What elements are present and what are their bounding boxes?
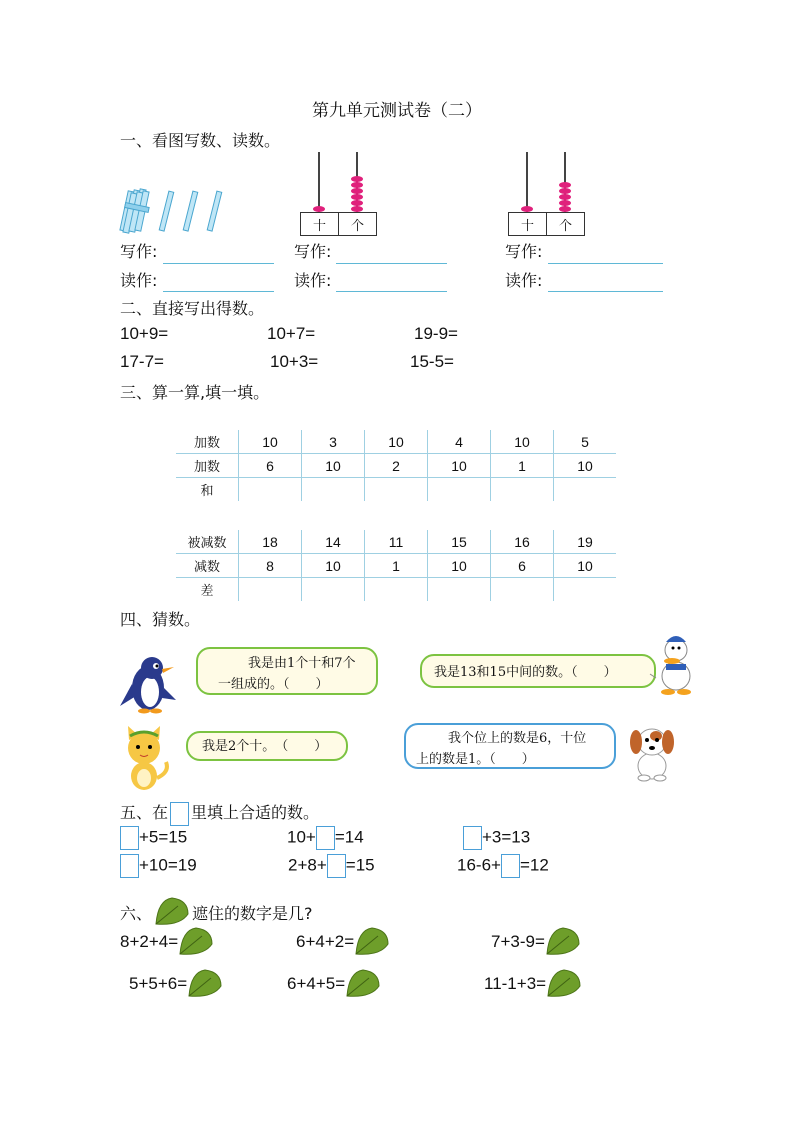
leaf-icon[interactable]: [345, 968, 381, 1000]
speech-bubble-2: [420, 654, 656, 688]
equation-text: 7+3-9=: [491, 932, 545, 951]
read-answer-line-3[interactable]: [548, 290, 663, 292]
read-label: 读作:: [120, 271, 158, 290]
equation: 15-5=: [410, 352, 454, 371]
table-cell: 15: [428, 530, 491, 554]
answer-cell[interactable]: [302, 478, 365, 502]
row-label: 被减数: [176, 530, 239, 554]
answer-cell[interactable]: [239, 578, 302, 602]
row-label: 差: [200, 584, 214, 599]
table-cell: 6: [239, 454, 302, 478]
fill-in-equation: [457, 854, 549, 878]
table-cell: 3: [302, 430, 365, 454]
write-answer-line-2[interactable]: [336, 262, 447, 264]
answer-cell[interactable]: [554, 578, 617, 602]
leaf-icon[interactable]: [546, 968, 582, 1000]
table-row: [176, 554, 616, 578]
abacus-rod-tens: [318, 152, 320, 213]
equation-text: +10=19: [139, 855, 197, 875]
answer-cell[interactable]: [239, 478, 302, 502]
heading-text: 里填上合适的数。: [191, 803, 320, 822]
table-cell: 10: [554, 454, 617, 478]
cat-icon: [116, 726, 172, 792]
answer-box[interactable]: [120, 826, 139, 850]
blank-box-sample: [170, 802, 189, 826]
leaf-equation: [484, 968, 582, 1000]
table-row: [176, 578, 616, 602]
heading-text: 五、在: [120, 803, 169, 822]
leaf-equation: [296, 926, 390, 958]
write-label: 写作:: [120, 242, 158, 261]
duck-icon: [648, 630, 700, 696]
table-cell: 5: [554, 430, 617, 454]
equation-text: 6+4+5=: [287, 974, 346, 993]
speech-bubble-4: [404, 723, 616, 769]
equation: 10+7=: [267, 324, 316, 343]
equation: 10+3=: [270, 352, 319, 371]
table-cell: 10: [365, 430, 428, 454]
answer-cell[interactable]: [491, 478, 554, 502]
equation-text: 11-1+3=: [484, 974, 547, 993]
equation-text: =14: [334, 827, 364, 847]
answer-box[interactable]: [463, 826, 482, 850]
bubble-text: 我个位上的数是6，十位: [448, 731, 587, 746]
write-answer-line-1[interactable]: [163, 262, 274, 264]
leaf-icon[interactable]: [354, 926, 390, 958]
leaf-equation: [491, 926, 581, 958]
bubble-text: 我是2个十。 （ ）: [202, 739, 328, 754]
leaf-icon[interactable]: [187, 968, 223, 1000]
write-label: 写作:: [294, 242, 332, 261]
bubble-text: 一组成的。（ ）: [218, 677, 329, 692]
abacus-2: [508, 152, 586, 236]
heading-text: 遮住的数字是几?: [192, 903, 313, 923]
abacus-1: [300, 152, 378, 236]
tens-label: 十: [312, 218, 326, 234]
table-cell: 10: [302, 454, 365, 478]
table-cell: 16: [491, 530, 554, 554]
table-cell: 19: [554, 530, 617, 554]
heading-text: 六、: [120, 903, 153, 923]
answer-box[interactable]: [316, 826, 335, 850]
table-row: [176, 478, 616, 502]
read-answer-line-2[interactable]: [336, 290, 447, 292]
addition-table: [176, 430, 616, 501]
section6-heading: [120, 896, 313, 928]
answer-cell[interactable]: [554, 478, 617, 502]
table-cell: 10: [428, 554, 491, 578]
equation-text: 6+4+2=: [296, 932, 355, 951]
read-label: 读作:: [294, 271, 332, 290]
row-label: 和: [200, 484, 214, 499]
table-cell: 10: [428, 454, 491, 478]
table-cell: 8: [239, 554, 302, 578]
table-cell: 2: [365, 454, 428, 478]
table-row: [176, 454, 616, 478]
answer-cell[interactable]: [365, 478, 428, 502]
tens-label: 十: [520, 218, 534, 234]
fill-in-equation: [120, 826, 187, 850]
answer-cell[interactable]: [491, 578, 554, 602]
leaf-icon[interactable]: [178, 926, 214, 958]
answer-cell[interactable]: [302, 578, 365, 602]
write-answer-line-3[interactable]: [548, 262, 663, 264]
read-label: 读作:: [505, 271, 543, 290]
leaf-equation: [287, 968, 381, 1000]
equation-text: =12: [519, 855, 549, 875]
fill-in-equation: [463, 826, 530, 850]
table-cell: 18: [239, 530, 302, 554]
row-label: 加数: [176, 454, 239, 478]
leaf-icon: [154, 896, 190, 928]
equation-text: 2+8+: [288, 855, 327, 875]
ones-label: 个: [546, 213, 584, 235]
bubble-text: 我是13和15中间的数。（ ）: [434, 665, 617, 680]
equation-text: 5+5+6=: [129, 974, 188, 993]
row-label: 减数: [176, 554, 239, 578]
section4-heading: 四、猜数。: [120, 610, 201, 629]
leaf-icon[interactable]: [545, 926, 581, 958]
page-title: 第九单元测试卷（二）: [312, 101, 482, 121]
speech-bubble-3: [186, 731, 348, 761]
read-answer-line-1[interactable]: [163, 290, 274, 292]
answer-box[interactable]: [327, 854, 346, 878]
equation-text: =15: [345, 855, 375, 875]
dog-icon: [624, 720, 680, 782]
answer-cell[interactable]: [428, 478, 491, 502]
section3-heading: 三、算一算,填一填。: [120, 383, 270, 402]
section1-heading: 一、看图写数、读数。: [120, 131, 281, 150]
answer-box[interactable]: [120, 854, 139, 878]
abacus-place-labels: [508, 212, 585, 236]
table-row: [176, 530, 616, 554]
fill-in-equation: [288, 854, 375, 878]
ones-label: 个: [338, 213, 376, 235]
table-cell: 10: [239, 430, 302, 454]
table-cell: 4: [428, 430, 491, 454]
answer-cell[interactable]: [365, 578, 428, 602]
row-label: 加数: [176, 430, 239, 454]
section5-heading: [120, 800, 319, 826]
equation: 17-7=: [120, 352, 164, 371]
table-cell: 10: [302, 554, 365, 578]
equation-text: +5=15: [139, 827, 188, 847]
equation-text: 10+: [287, 827, 316, 847]
abacus-rod-tens: [526, 152, 528, 213]
subtraction-table: [176, 530, 616, 601]
speech-bubble-1: [196, 647, 378, 695]
bubble-text: 我是由1个十和7个: [248, 656, 356, 671]
table-cell: 14: [302, 530, 365, 554]
answer-cell[interactable]: [428, 578, 491, 602]
table-cell: 10: [491, 430, 554, 454]
answer-box[interactable]: [501, 854, 520, 878]
equation: 10+9=: [120, 324, 169, 343]
abacus-place-labels: [300, 212, 377, 236]
equation-text: 16-6+: [457, 855, 501, 875]
table-row: [176, 430, 616, 454]
fill-in-equation: [287, 826, 364, 850]
section2-heading: 二、直接写出得数。: [120, 299, 265, 318]
loose-sticks: [159, 191, 222, 231]
sticks-image: [116, 185, 236, 237]
equation-text: 8+2+4=: [120, 932, 179, 951]
table-cell: 10: [554, 554, 617, 578]
table-cell: 1: [491, 454, 554, 478]
bubble-text: 上的数是1。（ ）: [416, 752, 535, 767]
write-label: 写作:: [505, 242, 543, 261]
leaf-equation: [120, 926, 214, 958]
equation-text: +3=13: [482, 827, 531, 847]
fill-in-equation: [120, 854, 197, 878]
penguin-icon: [118, 654, 178, 714]
equation: 19-9=: [414, 324, 458, 343]
stick-bundle: [120, 189, 149, 233]
leaf-equation: [129, 968, 223, 1000]
table-cell: 6: [491, 554, 554, 578]
table-cell: 11: [365, 530, 428, 554]
table-cell: 1: [365, 554, 428, 578]
